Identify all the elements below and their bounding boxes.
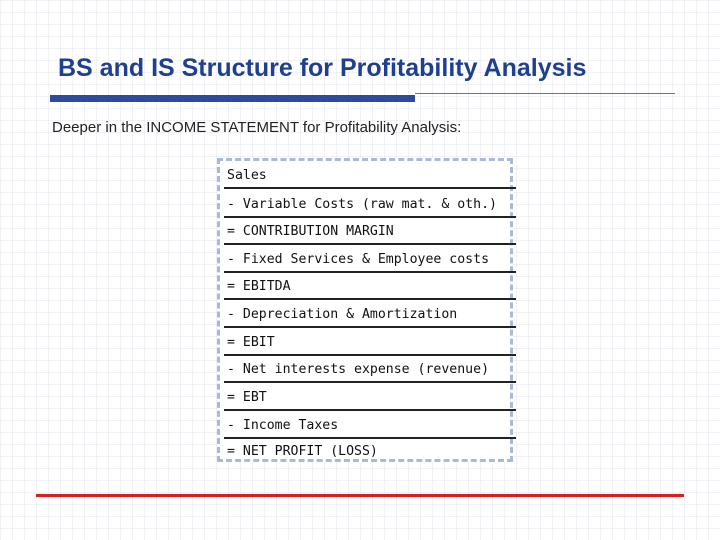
- bottom-divider: [36, 494, 684, 497]
- is-row-net-profit: = NET PROFIT (LOSS): [227, 444, 378, 459]
- title-underline-thin: [415, 93, 675, 94]
- is-row-contribution-margin: = CONTRIBUTION MARGIN: [224, 219, 516, 245]
- is-row-fixed-costs: - Fixed Services & Employee costs: [224, 247, 516, 273]
- is-row-net-interests: - Net interests expense (revenue): [224, 357, 516, 383]
- is-row-sales: Sales: [224, 163, 516, 189]
- is-row-income-taxes: - Income Taxes: [224, 413, 516, 439]
- income-statement-box: [217, 158, 513, 462]
- intro-text: Deeper in the INCOME STATEMENT for Profitability Analysis:: [52, 119, 462, 136]
- is-row-depreciation: - Depreciation & Amortization: [224, 302, 516, 328]
- title-underline-thick: [50, 95, 415, 102]
- slide-title: BS and IS Structure for Profitability Analysis: [58, 54, 587, 82]
- is-row-ebitda: = EBITDA: [224, 274, 516, 300]
- is-row-ebit: = EBIT: [224, 330, 516, 356]
- is-row-variable-costs: - Variable Costs (raw mat. & oth.): [224, 192, 516, 218]
- is-row-ebt: = EBT: [224, 385, 516, 411]
